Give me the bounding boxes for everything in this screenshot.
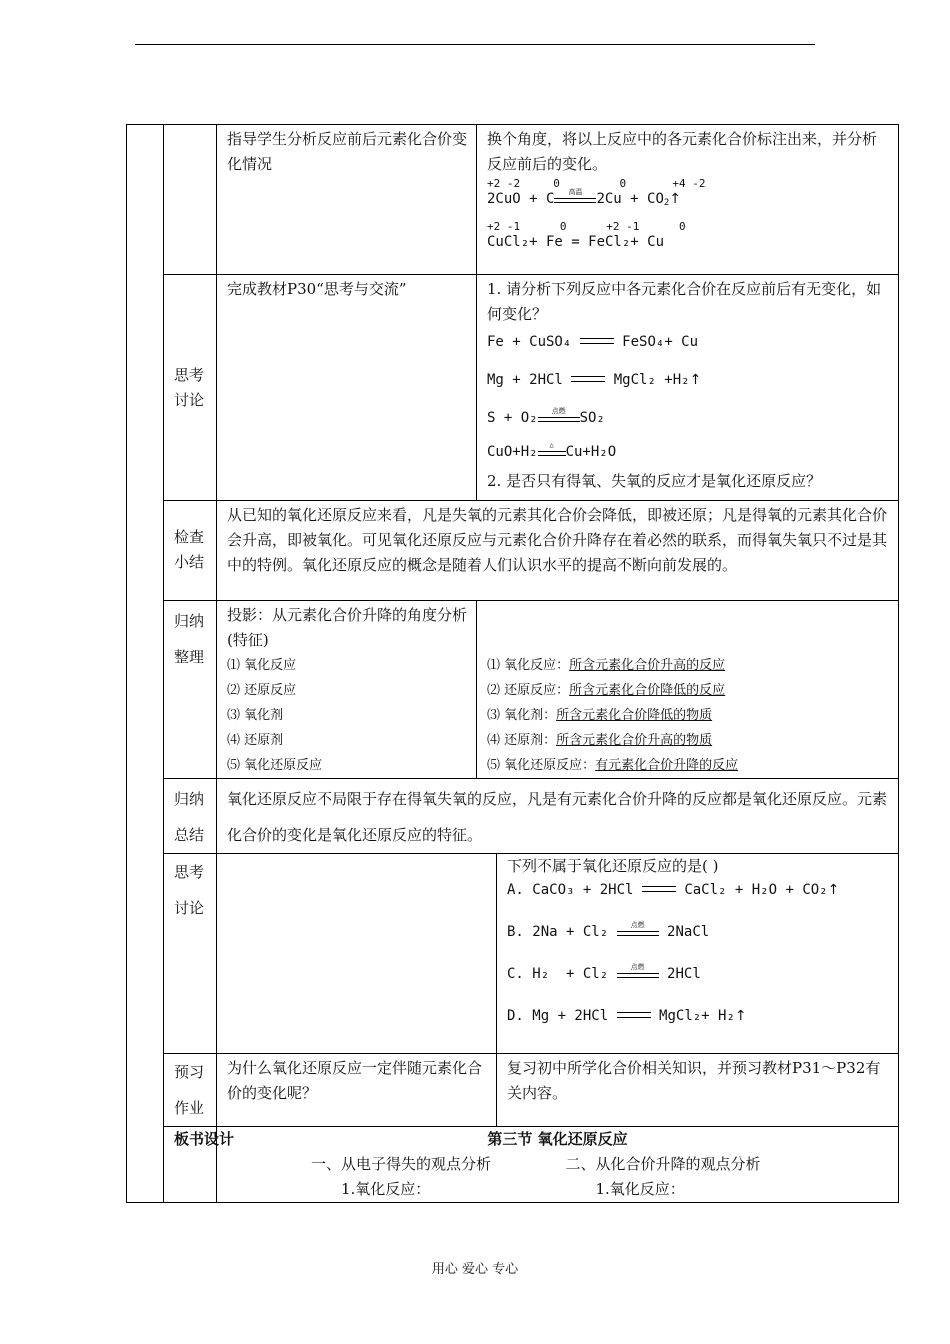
category-label: 检查小结	[164, 501, 217, 601]
category-label: 思考讨论	[164, 275, 217, 501]
equation-cuo-h2: CuO+H₂ △ Cu+H₂O	[487, 441, 617, 460]
row-homework	[127, 1054, 899, 1127]
projection-intro: 投影：从元素化合价升降的角度分析(特征)	[227, 606, 468, 649]
oxidation-states-1: +2 -2 0 0 +4 -2	[487, 177, 706, 190]
teacher-activity	[217, 601, 477, 779]
exercise-cell	[497, 854, 899, 1054]
teacher-activity: 完成教材P30“思考与交流”	[217, 275, 477, 501]
gas-arrow-icon: ↑	[734, 1008, 747, 1024]
question-1: 1. 请分析下列反应中各元素化合价在反应前后有无变化，如何变化？	[487, 280, 882, 323]
option-d: D. Mg + 2HCl MgCl₂+ H₂↑	[507, 1008, 747, 1024]
summary-text: 氧化还原反应不局限于存在得氧失氧的反应，凡是有元素化合价升降的反应都是氧化还原反应。元素化合价的变化是氧化还原反应的特征。	[217, 779, 899, 854]
gas-arrow-icon: ↑	[827, 882, 840, 898]
equation-1: 2CuO + C 高温 $2Cu + CO_2↑$	[487, 188, 682, 208]
row-induct-2	[127, 779, 899, 854]
term-item: ⑴ 氧化反应	[227, 658, 297, 673]
gas-arrow-icon: ↑	[689, 372, 702, 388]
empty-cell	[217, 854, 497, 1054]
option-a: A. CaCO₃ + 2HCl CaCl₂ + H₂O + CO₂↑	[507, 882, 840, 898]
condition-mark: 高温	[554, 192, 596, 206]
header-rule	[135, 44, 815, 45]
row-analyze	[127, 125, 899, 275]
oxidation-states-2: +2 -1 0 +2 -1 0	[487, 220, 686, 233]
equation-mg-hcl: Mg + 2HCl MgCl₂ +H₂↑	[487, 372, 702, 388]
student-activity: 复习初中所学化合价相关知识，并预习教材P31～P32有关内容。	[497, 1054, 899, 1127]
student-activity	[477, 275, 899, 501]
exercise-question: 下列不属于氧化还原反应的是( )	[507, 857, 719, 875]
row-discuss-2	[127, 854, 899, 1054]
row-board-design	[127, 1127, 899, 1203]
student-activity	[477, 125, 899, 275]
option-c: C. H₂ + Cl₂ 点燃 2HCl	[507, 963, 701, 982]
term-item: ⑷ 还原剂	[227, 733, 284, 748]
category-label: 归纳整理	[164, 601, 217, 779]
option-b: B. 2Na + Cl₂ 点燃 2NaCl	[507, 921, 710, 940]
page-footer: 用心 爱心 专心	[431, 1262, 519, 1277]
summary-text: 从已知的氧化还原反应来看，凡是失氧的元素其化合价会降低，即被还原；凡是得氧的元素其化合价会升高，即被氧化。可见氧化还原反应与元素化合价升降存在着必然的联系，而得氧失氧只不过是其中的特例。氧化还原反应的概念是随着人们认识水平的提高不断向前发展的。	[217, 501, 899, 601]
answer-item: ⑴ 氧化反应：所含元素化合价升高的反应	[487, 658, 726, 673]
term-item: ⑵ 还原反应	[227, 683, 297, 698]
question-2: 2. 是否只有得氧、失氧的反应才是氧化还原反应？	[487, 472, 822, 490]
equation-fe-cuso4: Fe + CuSO₄ FeSO₄+ Cu	[487, 334, 699, 350]
answer-item: ⑶ 氧化剂：所含元素化合价降低的物质	[487, 708, 713, 723]
row-check	[127, 501, 899, 601]
condition-mark: 点燃	[538, 411, 580, 425]
term-item: ⑶ 氧化剂	[227, 708, 284, 723]
lesson-table	[126, 124, 899, 1203]
equation-2: CuCl₂+ Fe = FeCl₂+ Cu	[487, 234, 665, 250]
term-item: ⑸ 氧化还原反应	[227, 758, 323, 773]
board-title: 第三节 氧化还原反应	[487, 1130, 628, 1148]
category-label: 思考讨论	[164, 854, 217, 1054]
equation-s-o2: S + O₂ 点燃 SO₂	[487, 407, 605, 426]
answer-item: ⑸ 氧化还原反应：有元素化合价升降的反应	[487, 758, 739, 773]
instruction-text: 换个角度，将以上反应中的各元素化合价标注出来，并分析反应前后的变化。	[487, 130, 878, 173]
board-right: 二、从化合价升降的观点分析 1.氧化反应：	[565, 1155, 761, 1198]
row-discuss-1	[127, 275, 899, 501]
answer-cell	[477, 601, 899, 779]
answer-item: ⑵ 还原反应：所含元素化合价降低的反应	[487, 683, 726, 698]
condition-mark: 点燃	[617, 925, 659, 939]
condition-mark: △	[538, 445, 566, 459]
row-induct-1	[127, 601, 899, 779]
left-margin-cell	[127, 125, 164, 1203]
board-left: 一、从电子得失的观点分析 1.氧化反应：	[311, 1155, 492, 1198]
answer-item: ⑷ 还原剂：所含元素化合价升高的物质	[487, 733, 713, 748]
category-label: 归纳总结	[164, 779, 217, 854]
teacher-activity: 为什么氧化还原反应一定伴随元素化合价的变化呢？	[217, 1054, 497, 1127]
board-content	[217, 1127, 899, 1203]
category-empty	[164, 125, 217, 275]
teacher-activity: 指导学生分析反应前后元素化合价变化情况	[217, 125, 477, 275]
category-label: 预习作业	[164, 1054, 217, 1127]
board-label: 板书设计	[164, 1127, 217, 1203]
condition-mark: 点燃	[617, 967, 659, 981]
gas-arrow-icon: ↑	[669, 191, 682, 207]
board-columns	[217, 1152, 898, 1202]
